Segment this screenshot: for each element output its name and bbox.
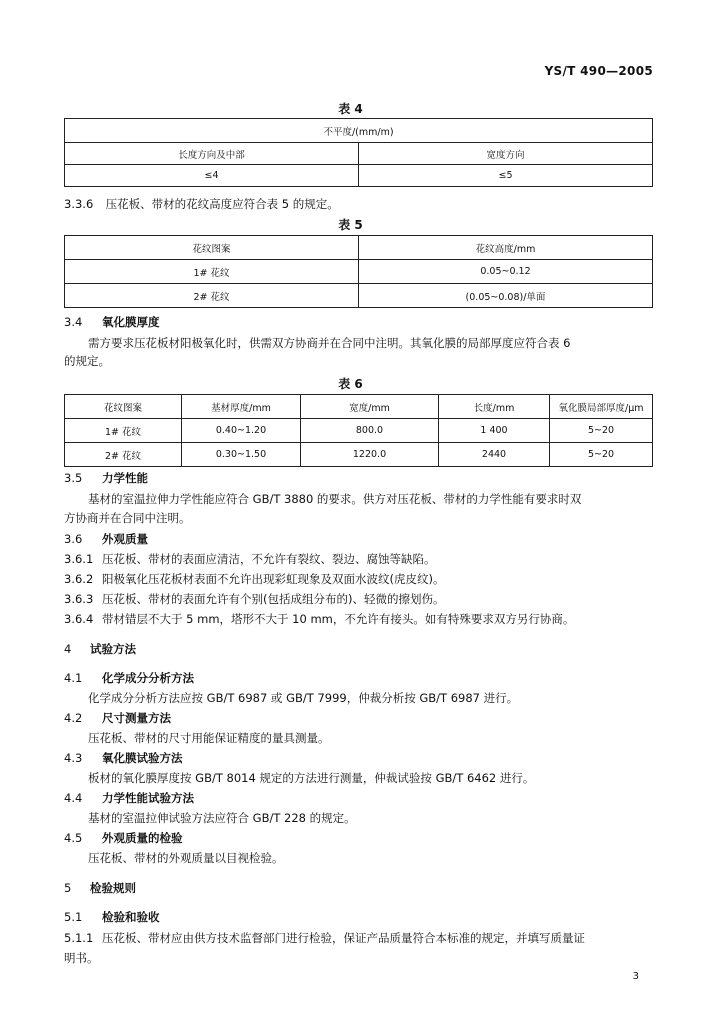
table-6-cell: 0.40~1.20	[182, 419, 301, 443]
table-6-cell: 1220.0	[301, 443, 439, 467]
table-6-cell: 2440	[439, 443, 550, 467]
section-5-heading	[64, 880, 136, 896]
table-row	[65, 260, 653, 284]
clause-text: 带材错层不大于 5 mm，塔形不大于 10 mm，不允许有接头。如有特殊要求双方另行协商。	[102, 612, 575, 626]
table-4-title: 不平度/(mm/m)	[65, 119, 653, 143]
table-row	[65, 284, 653, 308]
section-4-3-heading	[64, 750, 183, 766]
clause-text: 压花板、带材的表面允许有个别(包括成组分布的)、轻微的擦划伤。	[102, 592, 445, 606]
clause-text: 压花板、带材的花纹高度应符合表 5 的规定。	[105, 197, 339, 211]
section-4-1-heading	[64, 670, 194, 686]
clause-number: 3.6.3	[64, 592, 94, 606]
section-3-4-line-2: 的规定。	[64, 354, 110, 368]
section-title: 氧化膜厚度	[102, 315, 160, 329]
section-3-5-line-1: 基材的室温拉伸力学性能应符合 GB/T 3880 的要求。供方对压花板、带材的力学性能有要求时双	[88, 492, 582, 506]
table-row	[65, 443, 653, 467]
table-5-cell: (0.05~0.08)/单面	[359, 284, 653, 308]
section-4-5-heading	[64, 830, 183, 846]
section-number: 3.6	[64, 532, 83, 546]
section-4-3-text: 板材的氧化膜厚度按 GB/T 8014 规定的方法进行测量，仲裁试验按 GB/T 6462 进行。	[88, 771, 535, 785]
standard-code: YS/T 490—2005	[544, 64, 653, 78]
clause-number: 3.6.1	[64, 552, 94, 566]
table-5	[64, 235, 653, 308]
section-number: 4.5	[64, 831, 83, 845]
section-4-4-heading	[64, 790, 194, 806]
section-number: 4.3	[64, 751, 83, 765]
section-number: 4.4	[64, 791, 83, 805]
table-6-cell: 5~20	[550, 419, 653, 443]
table-4	[64, 118, 653, 187]
clause-3-6-2	[64, 571, 444, 587]
section-number: 5.1	[64, 910, 83, 924]
table-6-header: 氧化膜局部厚度/μm	[550, 395, 653, 419]
clause-3-6-1	[64, 551, 436, 567]
section-title: 外观质量的检验	[102, 831, 183, 845]
table-4-caption: 表 4	[338, 102, 363, 116]
section-title: 尺寸测量方法	[102, 711, 171, 725]
table-6-header: 花纹图案	[65, 395, 182, 419]
clause-3-6-4	[64, 611, 574, 627]
clause-3-6-3	[64, 591, 444, 607]
clause-number: 5.1.1	[64, 931, 94, 945]
table-6-caption: 表 6	[338, 377, 363, 391]
section-number: 3.4	[64, 315, 83, 329]
clause-text: 阳极氧化压花板材表面不允许出现彩虹现象及双面水波纹(虎皮纹)。	[102, 572, 445, 586]
table-6-cell: 2# 花纹	[65, 443, 182, 467]
section-3-4-heading	[64, 314, 160, 330]
clause-5-1-1-line-1	[64, 930, 585, 946]
section-title: 外观质量	[102, 532, 148, 546]
section-3-6-heading	[64, 531, 148, 547]
section-number: 4.2	[64, 711, 83, 725]
section-4-1-text: 化学成分分析方法应按 GB/T 6987 或 GB/T 7999，仲裁分析按 GB/T 6987 进行。	[88, 691, 519, 705]
table-6-cell: 0.30~1.50	[182, 443, 301, 467]
section-title: 试验方法	[90, 642, 136, 656]
section-title: 化学成分分析方法	[102, 671, 194, 685]
clause-text: 压花板、带材的表面应清洁，不允许有裂纹、裂边、腐蚀等缺陷。	[102, 552, 436, 566]
section-title: 力学性能	[102, 471, 148, 485]
table-5-header: 花纹图案	[65, 236, 359, 260]
clause-number: 3.6.2	[64, 572, 94, 586]
table-row	[65, 419, 653, 443]
table-4-cell: ≤4	[65, 165, 359, 187]
clause-text: 压花板、带材应由供方技术监督部门进行检验，保证产品质量符合本标准的规定，并填写质量证	[102, 931, 585, 945]
section-4-5-text: 压花板、带材的外观质量以目视检验。	[88, 851, 284, 865]
section-title: 检验规则	[90, 881, 136, 895]
section-title: 氧化膜试验方法	[102, 751, 183, 765]
section-4-4-text: 基材的室温拉伸试验方法应符合 GB/T 228 的规定。	[88, 811, 356, 825]
table-6-header: 长度/mm	[439, 395, 550, 419]
table-5-cell: 1# 花纹	[65, 260, 359, 284]
table-6-cell: 1# 花纹	[65, 419, 182, 443]
table-6-header: 宽度/mm	[301, 395, 439, 419]
table-5-caption: 表 5	[338, 218, 363, 232]
table-6-cell: 5~20	[550, 443, 653, 467]
section-number: 3.5	[64, 471, 83, 485]
section-5-1-heading	[64, 909, 160, 925]
section-4-2-heading	[64, 710, 171, 726]
table-4-cell: ≤5	[359, 165, 653, 187]
table-6-cell: 800.0	[301, 419, 439, 443]
table-4-header: 宽度方向	[359, 143, 653, 165]
table-5-cell: 0.05~0.12	[359, 260, 653, 284]
table-4-header: 长度方向及中部	[65, 143, 359, 165]
section-3-5-line-2: 方协商并在合同中注明。	[64, 511, 191, 525]
table-6	[64, 394, 653, 467]
section-title: 力学性能试验方法	[102, 791, 194, 805]
clause-3-3-6	[64, 196, 339, 212]
clause-number: 3.6.4	[64, 612, 94, 626]
section-4-2-text: 压花板、带材的尺寸用能保证精度的量具测量。	[88, 731, 330, 745]
section-title: 检验和验收	[102, 910, 160, 924]
section-3-4-line-1: 需方要求压花板材阳极氧化时，供需双方协商并在合同中注明。其氧化膜的局部厚度应符合表 6	[88, 336, 571, 350]
section-4-heading	[64, 641, 136, 657]
table-5-cell: 2# 花纹	[65, 284, 359, 308]
table-6-header: 基材厚度/mm	[182, 395, 301, 419]
section-number: 4.1	[64, 671, 83, 685]
section-3-5-heading	[64, 470, 148, 486]
table-5-header: 花纹高度/mm	[359, 236, 653, 260]
table-6-cell: 1 400	[439, 419, 550, 443]
clause-5-1-1-line-2: 明书。	[64, 951, 99, 965]
clause-number: 3.3.6	[64, 197, 94, 211]
section-number: 5	[64, 881, 72, 895]
page-number: 3	[632, 971, 639, 982]
section-number: 4	[64, 642, 72, 656]
